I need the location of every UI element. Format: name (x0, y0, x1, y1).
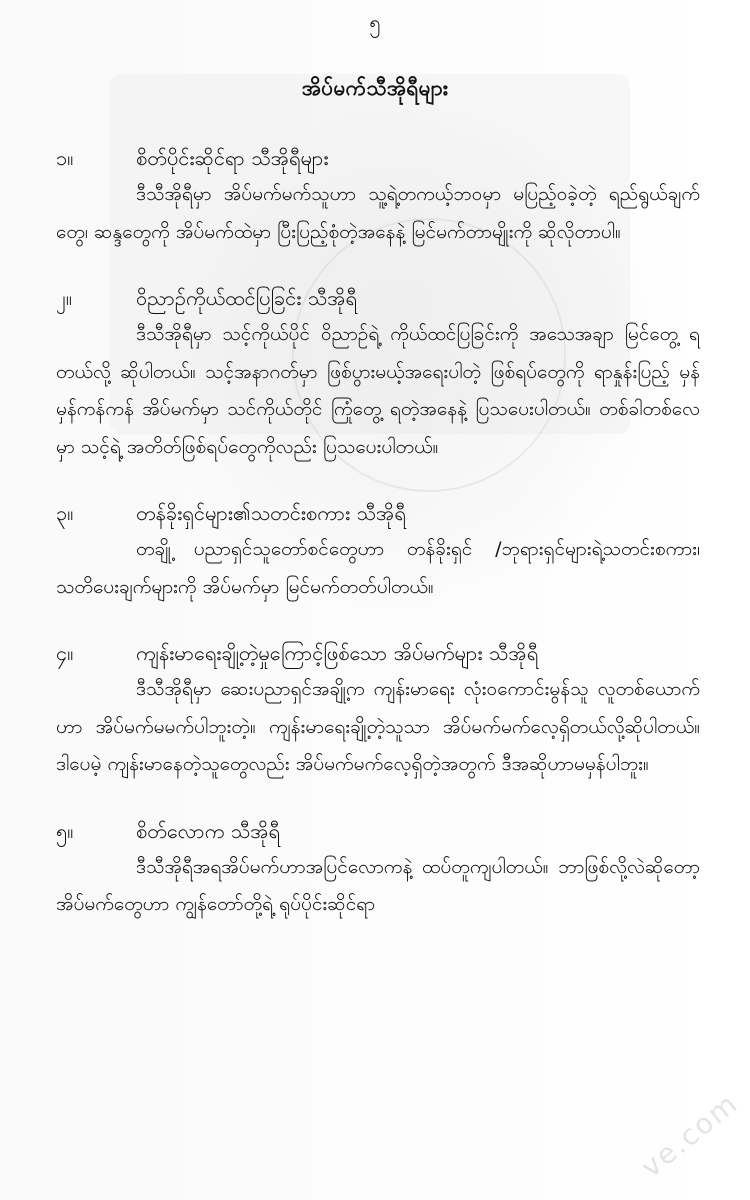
section-4 (56, 635, 700, 784)
section-heading-row (56, 495, 700, 531)
section-heading-row (56, 280, 700, 316)
section-number: ၅။ (56, 818, 74, 843)
section-number: ၄။ (56, 641, 74, 665)
section-heading: စိတ်လောက သီအိုရီ (136, 818, 281, 843)
section-heading: ကျန်းမာရေးချို့တဲ့မှုကြောင့်ဖြစ်သော အိပ်မက်များ သီအိုရီ (136, 641, 539, 665)
section-heading-row (56, 635, 700, 671)
section-heading: တန်ခိုးရှင်များ၏သတင်းစကား သီအိုရီ (136, 501, 406, 525)
page-number: ၅ (369, 10, 381, 34)
section-body: ဒီသီအိုရီအရအိပ်မက်ဟာအပြင်လောကနဲ့ ထပ်တူကျပါတယ်။ ဘာဖြစ်လို့လဲဆိုတော့ အိပ်မက်တွေဟာ ကျွန်တော်တို့ရဲ့ ရုပ်ပိုင်းဆိုင်ရာ (56, 855, 700, 915)
section-1 (56, 140, 700, 251)
page-title: အိပ်မက်သီအိုရီများ (301, 76, 449, 100)
section-number: ၃။ (56, 501, 74, 525)
section-body: တချို့ ပညာရှင်သူတော်စင်တွေဟာ တန်ခိုးရှင် /ဘုရားရှင်များရဲ့သတင်းစကား၊ သတိပေးချက်များကို အိပ်မက်မှာ မြင်မက်တတ်ပါတယ်။ (56, 538, 700, 598)
corner-watermark-text: ve.com (634, 1086, 744, 1185)
section-body: ဒီသီအိုရီမှာ အိပ်မက်မက်သူဟာ သူ့ရဲ့တကယ့်ဘဝမှာ မပြည့်ဝခဲ့တဲ့ ရည်ရွယ်ချက်တွေ၊ ဆန္ဒတွေကို အိပ်မက်ထဲမှာ ပြီးပြည့်စုံတဲ့အနေနဲ့ မြင်မက်တာမျိုးကို ဆိုလိုတာပါ။ (56, 183, 700, 243)
section-heading-row (56, 140, 700, 176)
section-heading: ဝိညာဉ်ကိုယ်ထင်ပြခြင်း သီအိုရီ (136, 286, 358, 310)
section-number: ၂။ (56, 286, 72, 310)
section-3 (56, 495, 700, 606)
section-body: ဒီသီအိုရီမှာ သင့်ကိုယ်ပိုင် ဝိညာဉ်ရဲ့ ကိုယ်ထင်ပြခြင်းကို အသေအချာ မြင်တွေ့ ရတယ်လို့ ဆိုပါတယ်။ သင့်အနာဂတ်မှာ ဖြစ်ပွားမယ့်အရေးပါတဲ့ ဖြစ်ရပ်တွေကို ရာနှုန်းပြည့် မှန်မှန်ကန်ကန် အိပ်မက်မှာ သင်ကိုယ်တိုင် ကြုံတွေ့ ရတဲ့အနေနဲ့ ပြသပေးပါတယ်။ တစ်ခါတစ်လေမှာ သင့်ရဲ့ အတိတ်ဖြစ်ရပ်တွေကိုလည်း ပြသပေးပါတယ်။ (56, 323, 700, 458)
section-2 (56, 280, 700, 466)
section-list (56, 140, 700, 953)
section-number: ၁။ (56, 146, 74, 170)
section-heading: စိတ်ပိုင်းဆိုင်ရာ သီအိုရီများ (136, 146, 329, 170)
section-heading-row (56, 813, 700, 849)
section-5 (56, 813, 700, 924)
section-body: ဒီသီအိုရီမှာ ဆေးပညာရှင်အချို့က ကျန်းမာရေး လုံးဝကောင်းမွန်သူ လူတစ်ယောက်ဟာ အိပ်မက်မမက်ပါဘူးတဲ့။ ကျန်းမာရေးချို့တဲ့သူသာ အိပ်မက်မက်လေ့ရှိတယ်လို့ဆိုပါတယ်။ ဒါပေမဲ့ ကျန်းမာနေတဲ့သူတွေလည်း အိပ်မက်မက်လေ့ရှိတဲ့အတွက် ဒီအဆိုဟာမမှန်ပါဘူး။ (56, 678, 700, 775)
